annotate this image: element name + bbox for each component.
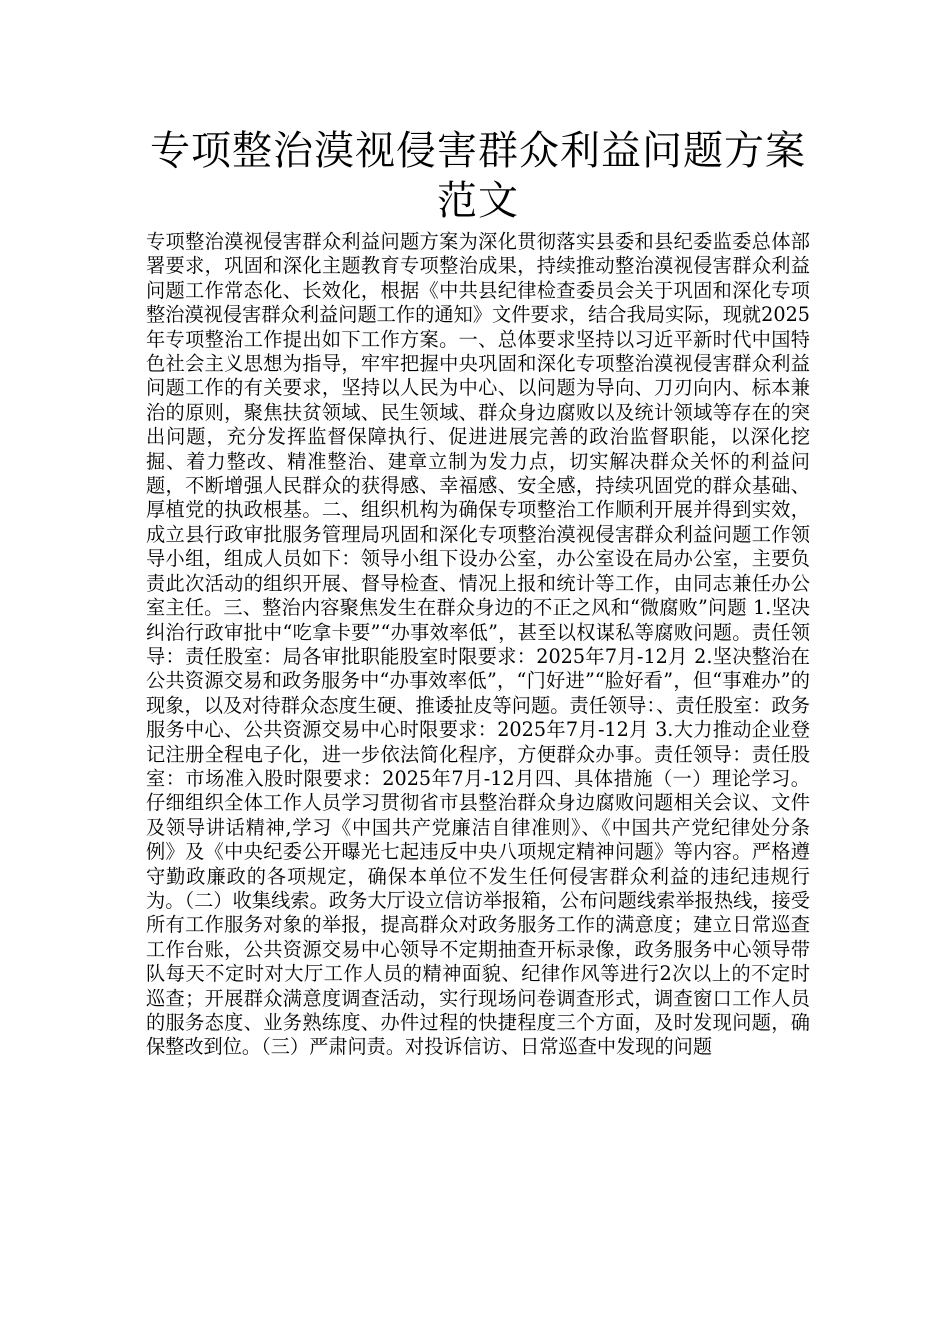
- document-title: 专项整治漠视侵害群众利益问题方案范文: [150, 128, 806, 224]
- document-body: 专项整治漠视侵害群众利益问题方案为深化贯彻落实县委和县纪委监委总体部署要求，巩固和深化主题教育专项整治成果，持续推动整治漠视侵害群众利益问题工作常态化、长效化，根据《中共县纪律检查委员会关于巩固和深化专项整治漠视侵害群众利益问题工作的通知》文件要求，结合我局实际，现就2025年专项整治工作提出如下工作方案。一、总体要求坚持以习近平新时代中国特色社会主义思想为指导，牢牢把握中央巩固和深化专项整治漠视侵害群众利益问题工作的有关要求，坚持以人民为中心、以问题为导向、刀刃向内、标本兼治的原则，聚焦扶贫领域、民生领域、群众身边腐败以及统计领域等存在的突出问题，充分发挥监督保障执行、促进进展完善的政治监督职能，以深化挖掘、着力整改、精准整治、建章立制为发力点，切实解决群众关怀的利益问题，不断增强人民群众的获得感、幸福感、安全感，持续巩固党的群众基础、厚植党的执政根基。二、组织机构为确保专项整治工作顺利开展并得到实效，成立县行政审批服务管理局巩固和深化专项整治漠视侵害群众利益问题工作领导小组，组成人员如下：领导小组下设办公室，办公室设在局办公室，主要负责此次活动的组织开展、督导检查、情况上报和统计等工作，由同志兼任办公室主任。三、整治内容聚焦发生在群众身边的不正之风和“微腐败”问题 1.坚决纠治行政审批中“吃拿卡要”“办事效率低”，甚至以权谋私等腐败问题。责任领导：责任股室：局各审批职能股室时限要求：2025年7月-12月 2.坚决整治在公共资源交易和政务服务中“办事效率低”，“门好进”“脸好看”，但“事难办”的现象，以及对待群众态度生硬、推诿扯皮等问题。责任领导：、责任股室：政务服务中心、公共资源交易中心时限要求：2025年7月-12月 3.大力推动企业登记注册全程电子化，进一步依法简化程序，方便群众办事。责任领导：责任股室：市场准入股时限要求：2025年7月-12月四、具体措施（一）理论学习。仔细组织全体工作人员学习贯彻省市县整治群众身边腐败问题相关会议、文件及领导讲话精神,学习《中国共产党廉洁自律准则》、《中国共产党纪律处分条例》及《中央纪委公开曝光七起违反中央八项规定精神问题》等内容。严格遵守勤政廉政的各项规定，确保本单位不发生任何侵害群众利益的违纪违规行为。（二）收集线索。政务大厅设立信访举报箱，公布问题线索举报热线，接受所有工作服务对象的举报，提高群众对政务服务工作的满意度；建立日常巡查工作台账，公共资源交易中心领导不定期抽查开标录像，政务服务中心领导带队每天不定时对大厅工作人员的精神面貌、纪律作风等进行2次以上的不定时巡查；开展群众满意度调查活动，实行现场问卷调查形式，调查窗口工作人员的服务态度、业务熟练度、办件过程的快捷程度三个方面，及时发现问题，确保整改到位。（三）严肃问责。对投诉信访、日常巡查中发现的问题: [146, 230, 810, 1059]
- document-page: [146, 126, 810, 1060]
